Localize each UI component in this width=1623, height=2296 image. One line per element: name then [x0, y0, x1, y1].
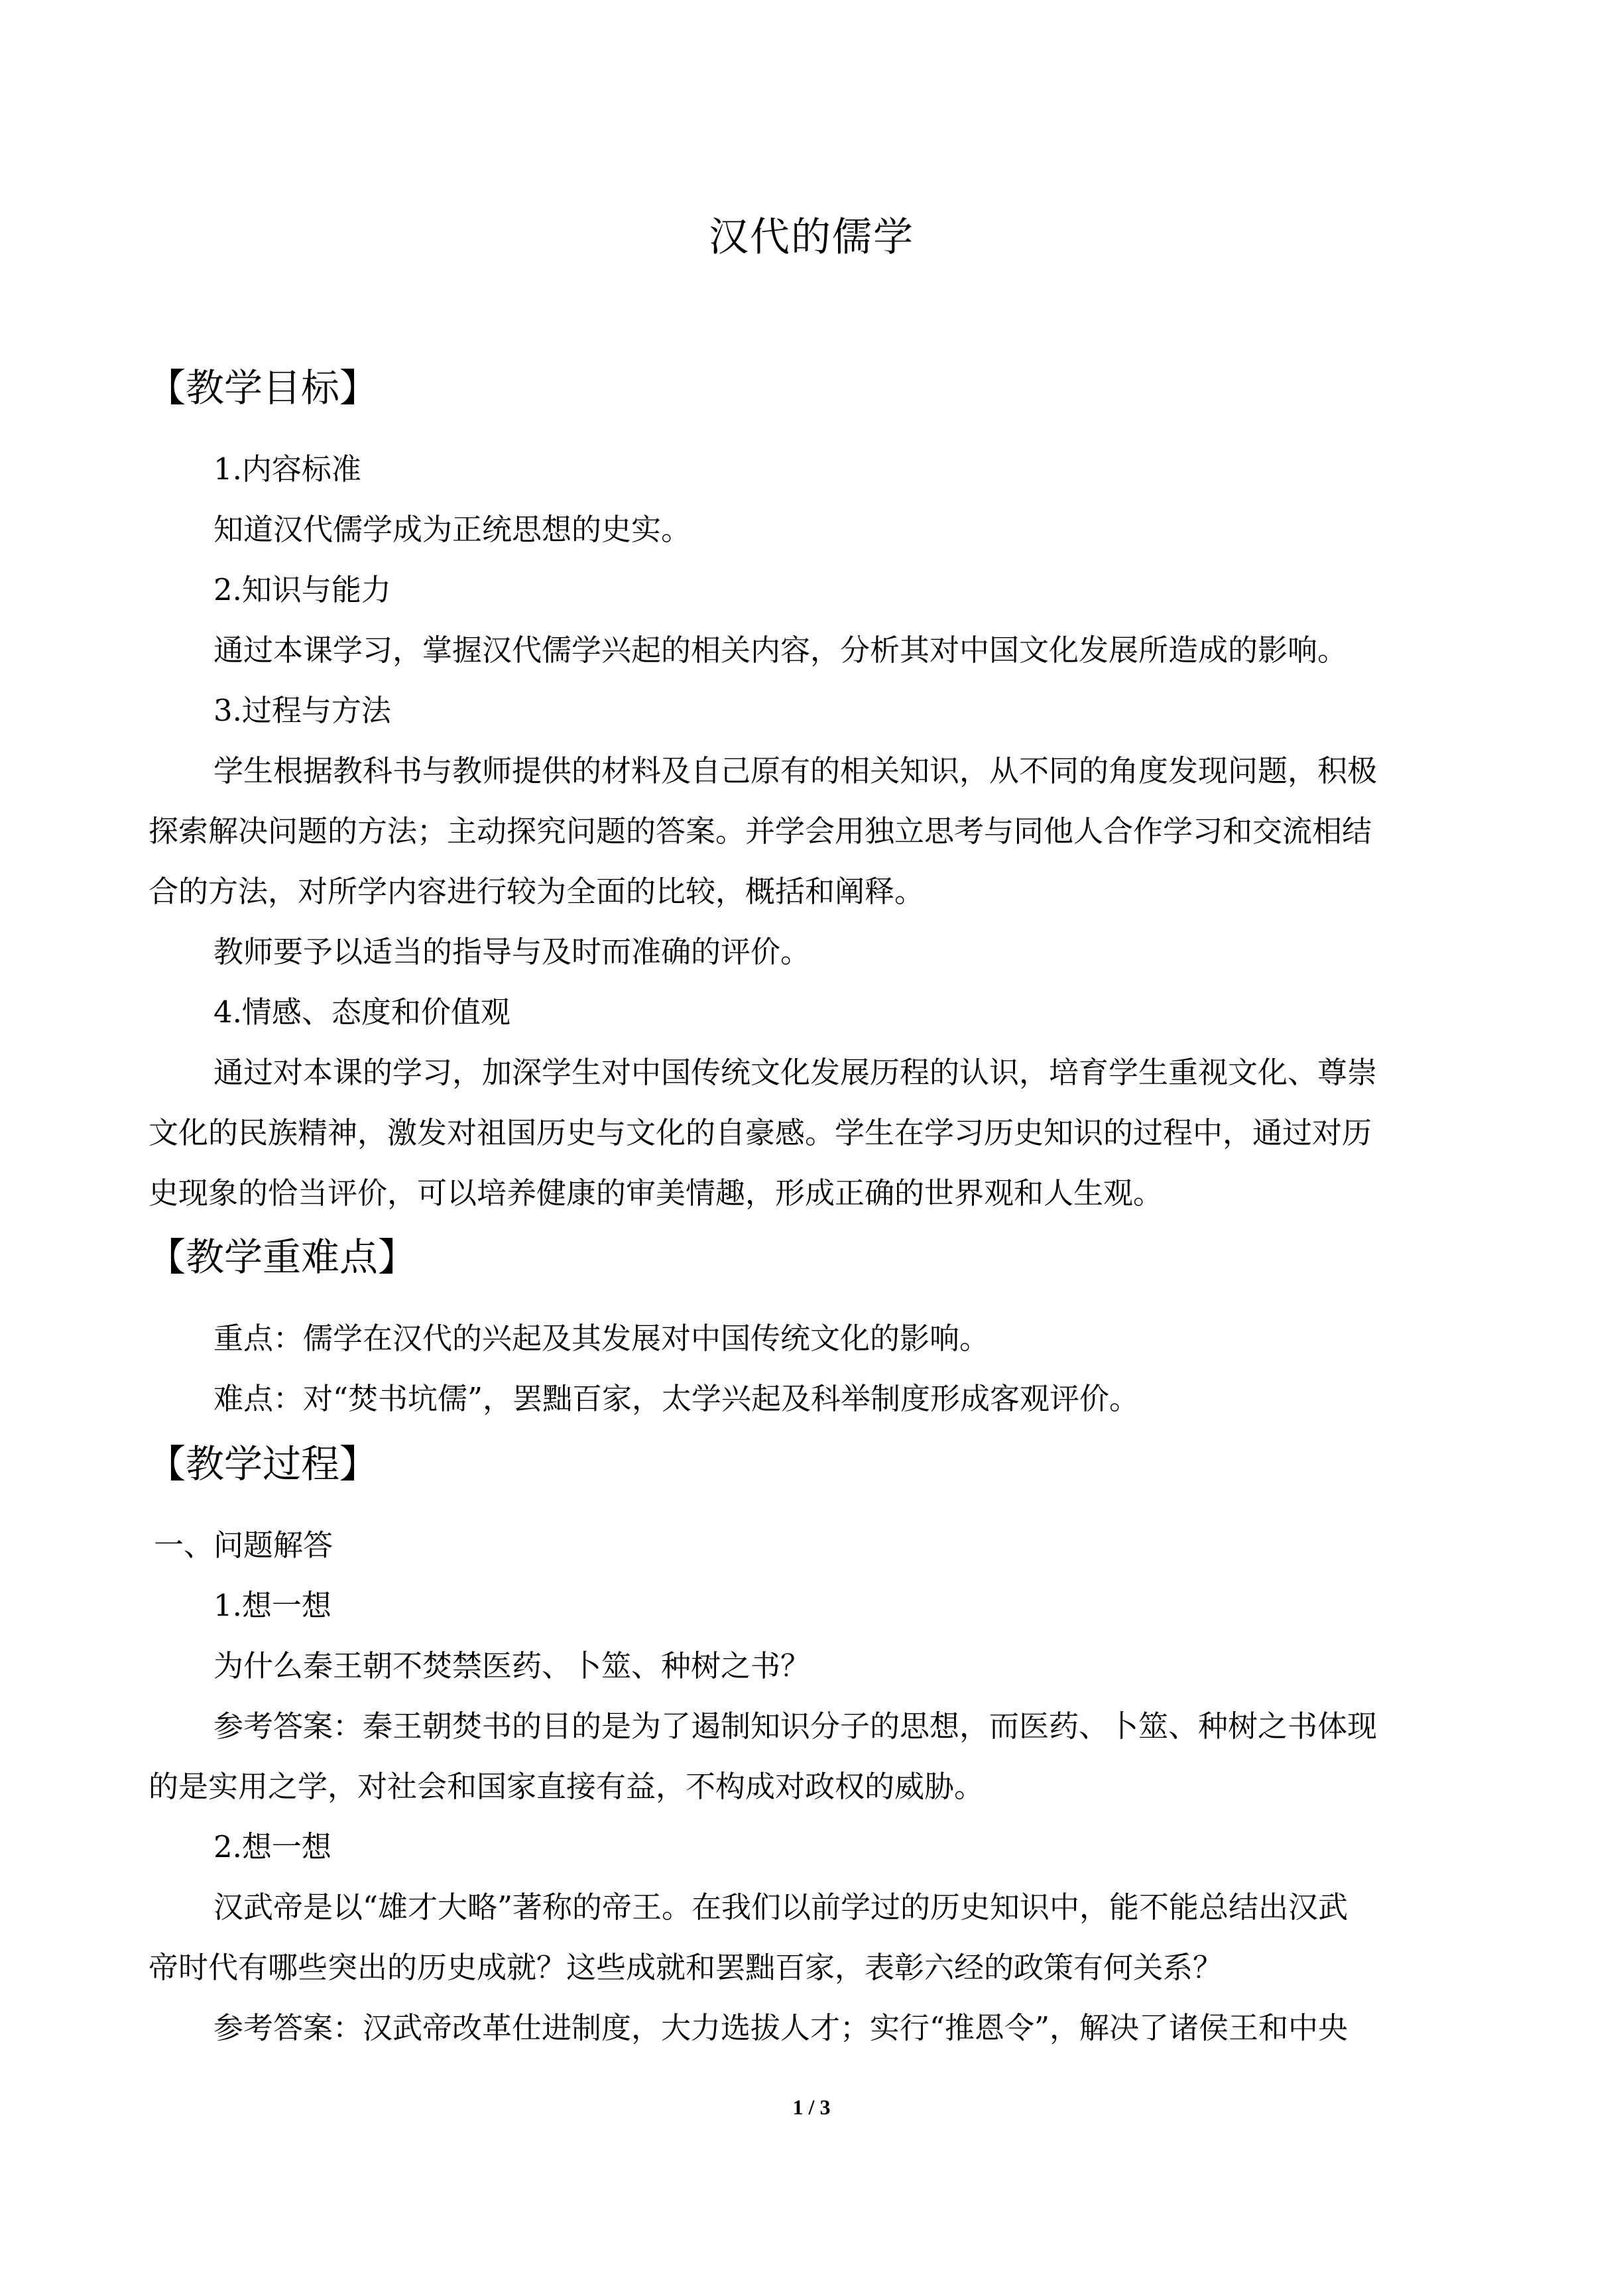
- section-heading-goals: 【教学目标】: [147, 365, 379, 410]
- question-1-answer-line-2: 的是实用之学，对社会和国家直接有益，不构成对政权的威胁。: [149, 1769, 985, 1804]
- section-heading-process: 【教学过程】: [147, 1441, 379, 1486]
- goal-3-label: 3.过程与方法: [213, 693, 391, 728]
- key-point-focus: 重点：儒学在汉代的兴起及其发展对中国传统文化的影响。: [213, 1321, 990, 1356]
- goal-1-text: 知道汉代儒学成为正统思想的史实。: [213, 512, 691, 547]
- question-2-answer-line-1: 参考答案：汉武帝改革仕进制度，大力选拔人才；实行“推恩令”，解决了诸侯王和中央: [213, 2010, 1349, 2045]
- goal-2-text: 通过本课学习，掌握汉代儒学兴起的相关内容，分析其对中国文化发展所造成的影响。: [213, 633, 1348, 668]
- goal-3-text-line-1: 学生根据教科书与教师提供的材料及自己原有的相关知识，从不同的角度发现问题，积极: [213, 753, 1378, 788]
- goal-4-text-line-3: 史现象的恰当评价，可以培养健康的审美情趣，形成正确的世界观和人生观。: [149, 1176, 1164, 1211]
- goal-3-text-line-3: 合的方法，对所学内容进行较为全面的比较，概括和阐释。: [149, 874, 925, 909]
- goal-4-text-line-2: 文化的民族精神，激发对祖国历史与文化的自豪感。学生在学习历史知识的过程中，通过对历: [149, 1115, 1372, 1150]
- question-2-text-line-2: 帝时代有哪些突出的历史成就？这些成就和罢黜百家，表彰六经的政策有何关系？: [149, 1950, 1223, 1985]
- goal-1-label: 1.内容标准: [213, 452, 361, 487]
- goal-3-text-line-2: 探索解决问题的方法；主动探究问题的答案。并学会用独立思考与同他人合作学习和交流相结: [149, 814, 1372, 849]
- section-heading-key-points: 【教学重难点】: [147, 1235, 417, 1280]
- key-point-difficulty: 难点：对“焚书坑儒”，罢黜百家，太学兴起及科举制度形成客观评价。: [213, 1381, 1140, 1416]
- question-1-label: 1.想一想: [213, 1588, 331, 1623]
- question-2-label: 2.想一想: [213, 1829, 331, 1864]
- question-1-answer-line-1: 参考答案：秦王朝焚书的目的是为了遏制知识分子的思想，而医药、卜筮、种树之书体现: [213, 1709, 1378, 1744]
- page-number: 1 / 3: [792, 2095, 831, 2119]
- process-part-1: 一、问题解答: [154, 1528, 333, 1563]
- question-1-text: 为什么秦王朝不焚禁医药、卜筮、种树之书？: [213, 1648, 811, 1683]
- question-2-text-line-1: 汉武帝是以“雄才大略”著称的帝王。在我们以前学过的历史知识中，能不能总结出汉武: [213, 1890, 1349, 1925]
- goal-2-label: 2.知识与能力: [213, 572, 391, 607]
- goal-3-text-line-4: 教师要予以适当的指导与及时而准确的评价。: [213, 934, 811, 969]
- page-title: 汉代的儒学: [709, 214, 914, 261]
- goal-4-label: 4.情感、态度和价值观: [213, 995, 511, 1030]
- goal-4-text-line-1: 通过对本课的学习，加深学生对中国传统文化发展历程的认识，培育学生重视文化、尊崇: [213, 1055, 1378, 1090]
